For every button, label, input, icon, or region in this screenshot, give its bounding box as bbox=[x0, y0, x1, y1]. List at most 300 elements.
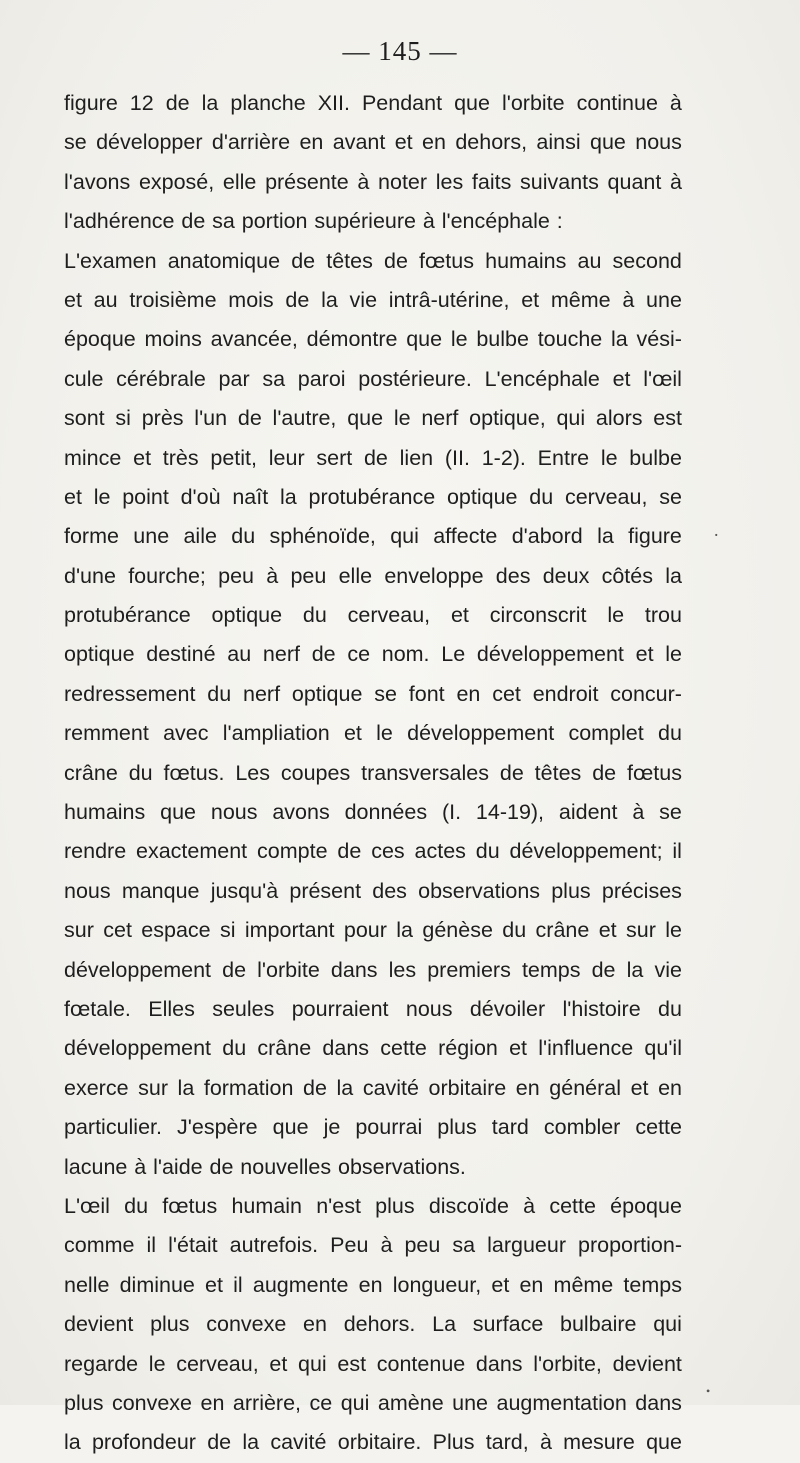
word: il bbox=[672, 839, 682, 864]
word: la bbox=[336, 1075, 354, 1100]
word: aile bbox=[183, 524, 217, 549]
word: autrefois. bbox=[229, 1233, 319, 1258]
word: orbitaire bbox=[428, 1075, 507, 1100]
word: vie bbox=[654, 957, 682, 982]
word: plus bbox=[375, 1193, 415, 1218]
word: plus bbox=[150, 1312, 190, 1337]
word: développement bbox=[476, 642, 624, 667]
word: anatomique bbox=[167, 248, 281, 273]
word: des bbox=[495, 563, 531, 588]
word: est bbox=[653, 406, 682, 431]
word: même bbox=[553, 1272, 614, 1297]
word: l'orbite, bbox=[533, 1351, 602, 1376]
word: tard, bbox=[485, 1430, 529, 1455]
word: le bbox=[93, 484, 111, 509]
word: en bbox=[299, 130, 324, 155]
word: nous bbox=[635, 130, 682, 155]
word: mesure bbox=[563, 1430, 635, 1455]
word: J'espère bbox=[177, 1115, 258, 1140]
text-line bbox=[64, 517, 682, 556]
word: L'œil bbox=[64, 1193, 110, 1218]
word: d'abord bbox=[511, 524, 583, 549]
word: et bbox=[133, 445, 152, 470]
text-line bbox=[64, 1108, 682, 1147]
word: du bbox=[302, 603, 327, 628]
word: amène bbox=[377, 1390, 444, 1415]
word: plus bbox=[437, 1115, 477, 1140]
word: en bbox=[519, 1272, 544, 1297]
word: à bbox=[669, 91, 682, 115]
word: développement bbox=[64, 1036, 212, 1061]
word: crâne bbox=[64, 760, 118, 785]
word: postérieure. bbox=[358, 366, 472, 391]
word: cette bbox=[635, 1115, 682, 1140]
word: général bbox=[549, 1075, 622, 1100]
word: en bbox=[456, 681, 481, 706]
text-line bbox=[64, 990, 682, 1029]
word: fœtus bbox=[162, 1193, 218, 1218]
text-line bbox=[64, 1266, 682, 1305]
word: que bbox=[646, 1430, 682, 1455]
word: devient bbox=[64, 1312, 134, 1337]
word: cavité bbox=[270, 1430, 327, 1455]
word: formation bbox=[203, 1075, 294, 1100]
word: et bbox=[394, 130, 413, 155]
word: profondeur bbox=[91, 1430, 196, 1455]
word: que bbox=[454, 91, 490, 115]
word: les bbox=[435, 169, 464, 194]
word: une bbox=[452, 1390, 489, 1415]
word: humain bbox=[231, 1193, 302, 1218]
word: cule bbox=[64, 366, 104, 391]
word: en bbox=[200, 1390, 225, 1415]
word: la bbox=[177, 1075, 195, 1100]
word: le bbox=[376, 721, 393, 746]
word: font bbox=[408, 681, 445, 706]
word: protubérance bbox=[308, 484, 436, 509]
word: à bbox=[357, 169, 370, 194]
word: données bbox=[344, 800, 428, 825]
word: à bbox=[539, 1430, 552, 1455]
word: de bbox=[591, 957, 616, 982]
word: cavité bbox=[362, 1075, 419, 1100]
word: la bbox=[242, 1430, 260, 1455]
word: devient bbox=[612, 1351, 682, 1376]
word: compte bbox=[257, 839, 328, 864]
word: qui bbox=[340, 1390, 370, 1415]
text-line bbox=[64, 281, 682, 320]
text-line bbox=[64, 439, 682, 478]
word: de bbox=[363, 445, 388, 470]
text-line bbox=[64, 557, 682, 596]
word: paroi bbox=[297, 366, 346, 391]
word: vési- bbox=[636, 327, 682, 352]
word: dans bbox=[330, 957, 378, 982]
word: sont bbox=[64, 406, 105, 431]
word: et bbox=[612, 366, 631, 391]
word: même bbox=[550, 287, 611, 312]
word: de bbox=[499, 760, 524, 785]
word: du bbox=[222, 1036, 247, 1061]
word: l'était bbox=[168, 1233, 218, 1258]
word: et bbox=[509, 1036, 528, 1061]
word: 1-2). bbox=[481, 445, 526, 470]
word: dehors, bbox=[455, 130, 528, 155]
text-line bbox=[64, 320, 682, 359]
word: que bbox=[590, 130, 626, 155]
word: fœtale. bbox=[64, 996, 131, 1021]
word: têtes bbox=[534, 760, 582, 785]
word: pourraient bbox=[291, 996, 389, 1021]
word: nous bbox=[64, 878, 111, 903]
text-line bbox=[64, 84, 682, 123]
word: mois bbox=[228, 287, 274, 312]
word: Pendant bbox=[361, 91, 443, 115]
word: espace bbox=[141, 918, 211, 943]
word: circonscrit bbox=[489, 603, 587, 628]
word: ainsi bbox=[536, 130, 581, 155]
text-line bbox=[64, 399, 682, 438]
word: développement bbox=[407, 721, 555, 746]
word: et bbox=[64, 287, 82, 312]
text-line bbox=[64, 1148, 682, 1187]
word: dans bbox=[635, 1390, 682, 1415]
word: têtes bbox=[326, 248, 373, 273]
word: nerf bbox=[421, 406, 459, 431]
word: sphénoïde, bbox=[269, 524, 376, 549]
word: la bbox=[626, 957, 644, 982]
word: bulbaire bbox=[560, 1312, 637, 1337]
word: sa bbox=[452, 1233, 476, 1258]
word: Entre bbox=[537, 445, 590, 470]
word: et bbox=[521, 287, 540, 312]
word: elle bbox=[222, 169, 257, 194]
word: à bbox=[380, 1233, 393, 1258]
text-line bbox=[64, 478, 682, 517]
word: que bbox=[347, 406, 384, 431]
word: noter bbox=[378, 169, 428, 194]
word: nerf bbox=[243, 681, 281, 706]
word: redressement bbox=[64, 681, 196, 706]
margin-mark: • bbox=[706, 1384, 711, 1398]
word: de bbox=[209, 1154, 234, 1179]
word: convexe bbox=[206, 1312, 287, 1337]
word: portion bbox=[241, 209, 308, 234]
word: le bbox=[600, 445, 618, 470]
word: fœtus. bbox=[163, 760, 225, 785]
word: à bbox=[266, 563, 279, 588]
word: l'histoire bbox=[562, 996, 641, 1021]
word: n'est bbox=[316, 1193, 361, 1218]
word: en bbox=[515, 1075, 540, 1100]
word: l'aide bbox=[153, 1154, 203, 1179]
text-line bbox=[64, 1345, 682, 1384]
word: la bbox=[665, 563, 682, 588]
word: se bbox=[659, 800, 682, 825]
word: la bbox=[279, 484, 297, 509]
word: cérébrale bbox=[116, 366, 206, 391]
word: exposé, bbox=[138, 169, 215, 194]
body-text bbox=[64, 84, 682, 1463]
word: point bbox=[122, 484, 169, 509]
word: intrâ-utérine, bbox=[388, 287, 510, 312]
word: optique, bbox=[469, 406, 546, 431]
word: observations bbox=[418, 878, 541, 903]
text-line bbox=[64, 202, 682, 241]
word: au bbox=[93, 287, 118, 312]
word: La bbox=[432, 1312, 457, 1337]
word: de bbox=[165, 91, 190, 115]
word: fourche; bbox=[128, 563, 206, 588]
word: leur bbox=[268, 445, 305, 470]
word: l'orbite bbox=[257, 957, 320, 982]
word: complet bbox=[568, 721, 644, 746]
word: avec bbox=[163, 721, 209, 746]
word: cerveau, bbox=[176, 1351, 259, 1376]
word: regarde bbox=[64, 1351, 139, 1376]
text-line bbox=[64, 1226, 682, 1265]
word: cette bbox=[380, 1036, 427, 1061]
word: se bbox=[374, 681, 397, 706]
word: le bbox=[450, 327, 468, 352]
word: développement bbox=[64, 957, 212, 982]
word: L'encéphale bbox=[484, 366, 600, 391]
word: nerf bbox=[262, 642, 300, 667]
word: il bbox=[146, 1233, 157, 1258]
word: orbitaire. bbox=[337, 1430, 422, 1455]
text-line bbox=[64, 1029, 682, 1068]
word: destiné bbox=[146, 642, 216, 667]
word: la bbox=[64, 1430, 81, 1455]
word: se bbox=[659, 484, 682, 509]
word: XII. bbox=[317, 91, 350, 115]
word: premiers bbox=[427, 957, 511, 982]
word: démontre bbox=[306, 327, 398, 352]
word: au bbox=[227, 642, 252, 667]
word: optique bbox=[64, 642, 135, 667]
word: proportion- bbox=[578, 1233, 682, 1258]
word: du bbox=[128, 760, 153, 785]
word: génèse bbox=[422, 918, 493, 943]
word: enveloppe bbox=[384, 563, 484, 588]
word: la bbox=[321, 287, 338, 312]
word: cet bbox=[103, 918, 132, 943]
word: et bbox=[491, 1272, 510, 1297]
word: jusqu'à bbox=[210, 878, 279, 903]
word: présent bbox=[289, 878, 362, 903]
word: il bbox=[233, 1272, 243, 1297]
word: du bbox=[502, 918, 527, 943]
word: sa bbox=[212, 209, 235, 234]
word: l'autre, bbox=[272, 406, 337, 431]
text-line bbox=[64, 754, 682, 793]
text-line bbox=[64, 1069, 682, 1108]
word: à bbox=[670, 169, 682, 194]
word: protubérance bbox=[64, 603, 191, 628]
word: optique bbox=[446, 484, 518, 509]
word: et bbox=[343, 721, 362, 746]
word: l'encéphale bbox=[441, 209, 550, 234]
word: en bbox=[303, 1312, 327, 1337]
text-line bbox=[64, 163, 682, 202]
word: elle bbox=[338, 563, 373, 588]
word: l'ampliation bbox=[222, 721, 330, 746]
word: l'avons bbox=[64, 169, 131, 194]
text-line bbox=[64, 635, 682, 674]
word: dehors. bbox=[343, 1312, 416, 1337]
word: près bbox=[141, 406, 184, 431]
word: vie bbox=[349, 287, 378, 312]
word: troisième bbox=[129, 287, 217, 312]
word: et bbox=[630, 1075, 649, 1100]
word: pour bbox=[343, 918, 387, 943]
page-number: — 145 — bbox=[342, 36, 458, 66]
text-line bbox=[64, 675, 682, 714]
word: les bbox=[388, 957, 417, 982]
word: à bbox=[622, 287, 635, 312]
word: à bbox=[134, 1154, 147, 1179]
word: (I. bbox=[441, 800, 462, 825]
word: temps bbox=[623, 1272, 682, 1297]
word: de bbox=[207, 1430, 232, 1455]
word: deux bbox=[542, 563, 590, 588]
word: du bbox=[529, 484, 554, 509]
word: nelle bbox=[64, 1272, 110, 1297]
word: ce bbox=[309, 1390, 333, 1415]
word: nous bbox=[405, 996, 453, 1021]
word: la bbox=[396, 918, 413, 943]
text-line bbox=[64, 596, 682, 635]
word: Plus bbox=[432, 1430, 475, 1455]
word: et bbox=[64, 484, 82, 509]
word: faits bbox=[471, 169, 512, 194]
word: dans bbox=[322, 1036, 370, 1061]
word: peu bbox=[218, 563, 254, 588]
word: que bbox=[406, 327, 443, 352]
word: largueur bbox=[487, 1233, 566, 1258]
word: d'où bbox=[180, 484, 221, 509]
word: temps bbox=[521, 957, 581, 982]
word: qui bbox=[556, 406, 586, 431]
word: au bbox=[577, 248, 602, 273]
word: de bbox=[592, 760, 617, 785]
word: et bbox=[635, 642, 654, 667]
word: avancée, bbox=[210, 327, 298, 352]
word: que bbox=[160, 800, 196, 825]
word: exerce bbox=[64, 1075, 129, 1100]
word: de bbox=[285, 287, 310, 312]
word: par bbox=[218, 366, 250, 391]
word: côtés bbox=[601, 563, 653, 588]
word: observations. bbox=[338, 1154, 466, 1179]
word: manque bbox=[121, 878, 200, 903]
word: précises bbox=[601, 878, 682, 903]
word: L'examen bbox=[64, 248, 157, 273]
word: peu bbox=[290, 563, 327, 588]
word: région bbox=[438, 1036, 498, 1061]
word: je bbox=[323, 1115, 341, 1140]
word: rendre bbox=[64, 839, 127, 864]
word: cette bbox=[549, 1193, 596, 1218]
word: endroit bbox=[532, 681, 599, 706]
word: du bbox=[124, 1193, 149, 1218]
word: plus bbox=[64, 1390, 104, 1415]
word: actes bbox=[414, 839, 466, 864]
word: avant bbox=[332, 130, 386, 155]
word: du bbox=[475, 839, 500, 864]
word: touche bbox=[537, 327, 603, 352]
word: arrière, bbox=[232, 1390, 302, 1415]
word: : bbox=[556, 209, 563, 234]
word: et bbox=[598, 918, 617, 943]
word: et bbox=[205, 1272, 223, 1297]
word: tard bbox=[491, 1115, 529, 1140]
word: affecte bbox=[433, 524, 498, 549]
word: si bbox=[219, 918, 236, 943]
word: très bbox=[162, 445, 199, 470]
word: si bbox=[115, 406, 131, 431]
word: crâne bbox=[257, 1036, 312, 1061]
word: Les bbox=[235, 760, 270, 785]
word: planche bbox=[230, 91, 306, 115]
word: de bbox=[383, 248, 408, 273]
word: se bbox=[64, 130, 87, 155]
word: de bbox=[222, 957, 247, 982]
word: développer bbox=[96, 130, 203, 155]
word: fœtus bbox=[419, 248, 474, 273]
word: fœtus bbox=[627, 760, 682, 785]
word: contenue bbox=[376, 1351, 466, 1376]
word: quant bbox=[607, 169, 662, 194]
word: nous bbox=[210, 800, 258, 825]
word: développement; bbox=[509, 839, 663, 864]
word: figure bbox=[64, 91, 118, 115]
word: peu bbox=[404, 1233, 441, 1258]
word: cerveau, bbox=[347, 603, 431, 628]
text-line bbox=[64, 1187, 682, 1226]
text-line bbox=[64, 360, 682, 399]
word: continue bbox=[576, 91, 658, 115]
word: comme bbox=[64, 1233, 135, 1258]
word: 14-19), bbox=[475, 800, 545, 825]
word: le bbox=[148, 1351, 166, 1376]
word: de bbox=[303, 1075, 327, 1100]
word: des bbox=[372, 878, 407, 903]
word: et bbox=[269, 1351, 288, 1376]
word: de bbox=[311, 642, 336, 667]
word: crâne bbox=[535, 918, 590, 943]
word: l'œil bbox=[643, 366, 682, 391]
word: second bbox=[612, 248, 682, 273]
word: présente bbox=[265, 169, 349, 194]
word: transversales bbox=[361, 760, 489, 785]
word: Elles bbox=[148, 996, 195, 1021]
text-line bbox=[64, 872, 682, 911]
word: lien bbox=[399, 445, 434, 470]
text-line bbox=[64, 1423, 682, 1462]
word: trou bbox=[644, 603, 682, 628]
word: l'un bbox=[194, 406, 228, 431]
word: optique bbox=[211, 603, 283, 628]
word: concur- bbox=[610, 681, 682, 706]
word: combler bbox=[543, 1115, 621, 1140]
text-line bbox=[64, 242, 682, 281]
word: augmentation bbox=[496, 1390, 627, 1415]
text-line bbox=[64, 1384, 682, 1423]
word: l'adhérence bbox=[64, 209, 175, 234]
word: ces bbox=[371, 839, 405, 864]
word: lacune bbox=[64, 1154, 128, 1179]
